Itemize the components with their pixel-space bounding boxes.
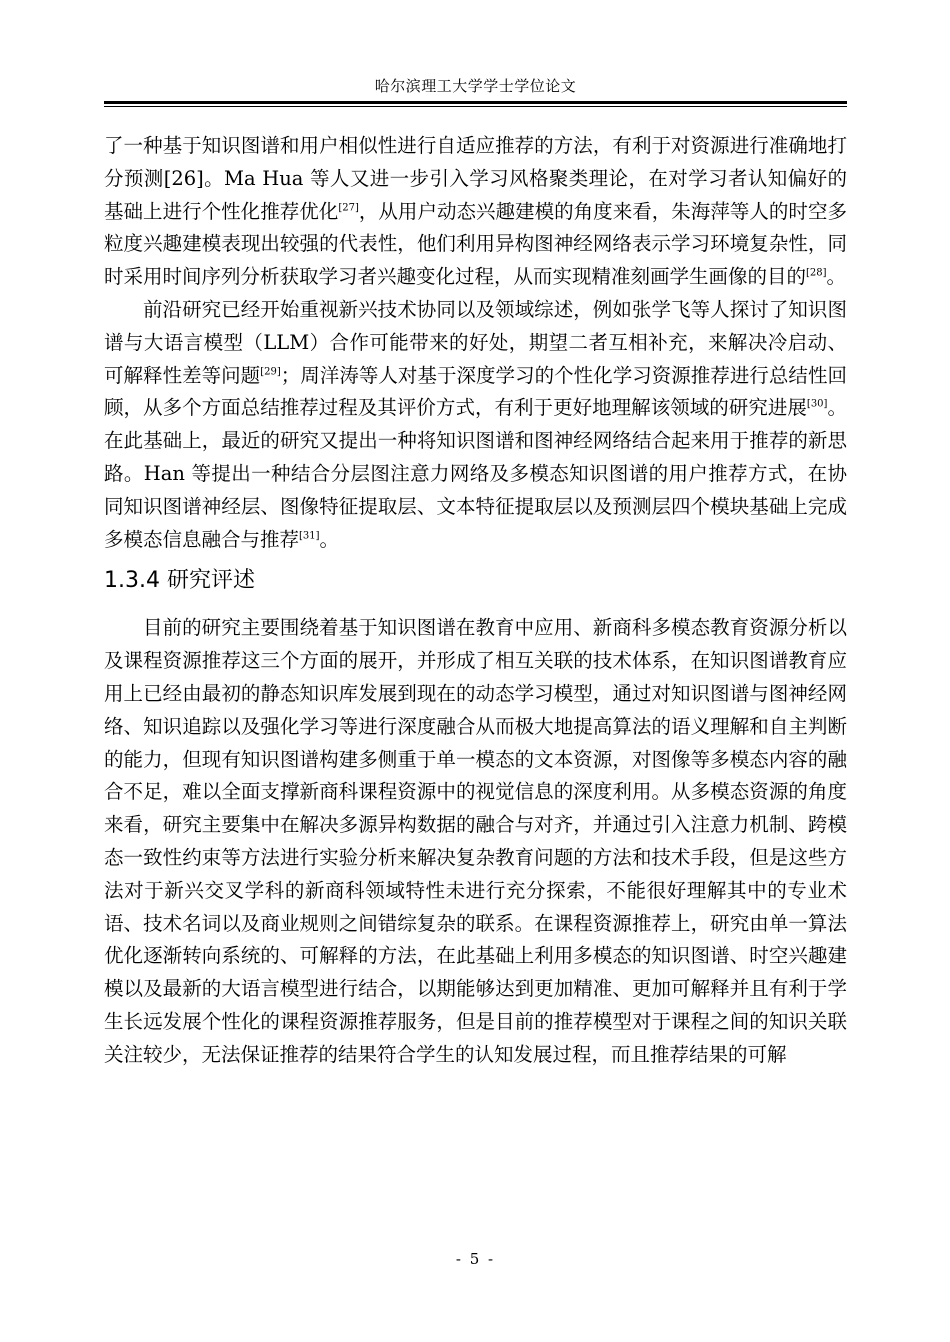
paragraph-2 <box>104 294 847 556</box>
paragraph-1-text-c: 。 <box>826 265 847 289</box>
page-body <box>104 130 847 1072</box>
paragraph-2-text-a: 前沿研究已经开始重视新兴技术协同以及领域综述，例如张学飞等人探讨了知识图谱与大语言模型（LLM）合作可能带来的好处，期望二者互相补充，来解决冷启动、可解释性差等问题 <box>104 297 847 387</box>
header-rule-thin <box>104 106 847 107</box>
paragraph-1-text-b: ，从用户动态兴趣建模的角度来看，朱海萍等人的时空多粒度兴趣建模表现出较强的代表性，他们利用异构图神经网络表示学习环境复杂性，同时采用时间序列分析获取学习者兴趣变化过程，从而实现精准刻画学生画像的目的 <box>104 199 847 289</box>
header-rule-thick <box>104 101 847 104</box>
paragraph-2-text-c: 。在此基础上，最近的研究又提出一种将知识图谱和图神经网络结合起来用于推荐的新思路。Han 等提出一种结合分层图注意力网络及多模态知识图谱的用户推荐方式，在协同知识图谱神经层、图像特征提取层、文本特征提取层以及预测层四个模块基础上完成多模态信息融合与推荐 <box>104 396 847 551</box>
citation-27: [27] <box>338 202 359 214</box>
paragraph-3: 目前的研究主要围绕着基于知识图谱在教育中应用、新商科多模态教育资源分析以及课程资源推荐这三个方面的展开，并形成了相互关联的技术体系，在知识图谱教育应用上已经由最初的静态知识库发展到现在的动态学习模型，通过对知识图谱与图神经网络、知识追踪以及强化学习等进行深度融合从而极大地提高算法的语义理解和自主判断的能力，但现有知识图谱构建多侧重于单一模态的文本资源，对图像等多模态内容的融合不足，难以全面支撑新商科课程资源中的视觉信息的深度利用。从多模态资源的角度来看，研究主要集中在解决多源异构数据的融合与对齐，并通过引入注意力机制、跨模态一致性约束等方法进行实验分析来解决复杂教育问题的方法和技术手段，但是这些方法对于新兴交叉学科的新商科领域特性未进行充分探索，不能很好理解其中的专业术语、技术名词以及商业规则之间错综复杂的联系。在课程资源推荐上，研究由单一算法优化逐渐转向系统的、可解释的方法，在此基础上利用多模态的知识图谱、时空兴趣建模以及最新的大语言模型进行结合，以期能够达到更加精准、更加可解释并且有利于学生长远发展个性化的课程资源推荐服务，但是目前的推荐模型对于课程之间的知识关联关注较少，无法保证推荐的结果符合学生的认知发展过程，而且推荐结果的可解 <box>104 616 847 1066</box>
citation-31: [31] <box>299 530 320 542</box>
section-heading: 1.3.4 研究评述 <box>104 568 255 594</box>
running-header: 哈尔滨理工大学学士学位论文 <box>374 77 577 95</box>
paragraph-2-text-d: 。 <box>319 527 340 551</box>
citation-28: [28] <box>806 267 827 279</box>
paragraph-1 <box>104 130 847 294</box>
paragraph-1-text-a: 了一种基于知识图谱和用户相似性进行自适应推荐的方法，有利于对资源进行准确地打分预测[26]。Ma Hua 等人又进一步引入学习风格聚类理论，在对学习者认知偏好的基础上进行个性化推荐优化 <box>104 134 847 223</box>
paragraph-2-text-b: ；周洋涛等人对基于深度学习的个性化学习资源推荐进行总结性回顾，从多个方面总结推荐过程及其评价方式，有利于更好地理解该领域的研究进展 <box>104 363 847 420</box>
citation-30: [30] <box>806 398 828 410</box>
page-number: - 5 - <box>455 1250 496 1268</box>
citation-29: [29] <box>260 366 281 378</box>
